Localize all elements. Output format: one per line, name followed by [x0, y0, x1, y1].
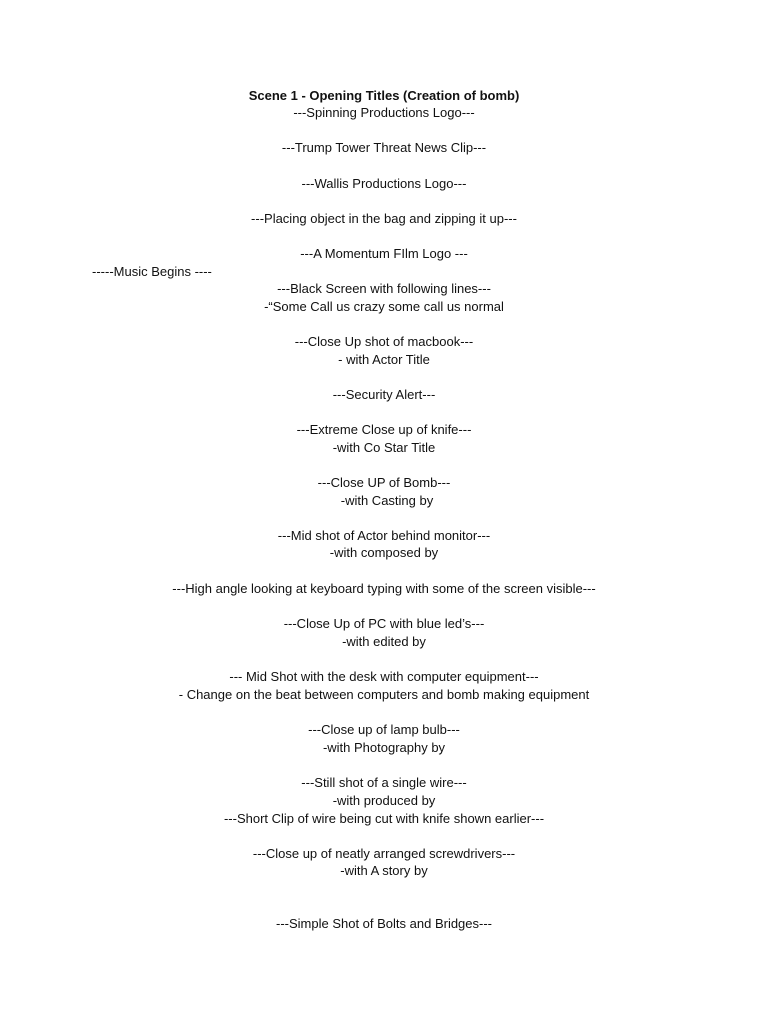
script-line: ---Wallis Productions Logo---: [301, 176, 467, 191]
script-line: -with composed by: [329, 545, 439, 560]
script-line: ---Security Alert---: [332, 387, 436, 402]
script-line: -with edited by: [342, 634, 426, 649]
script-line: ---High angle looking at keyboard typing with some of the screen visible---: [172, 581, 596, 596]
script-line: -“Some Call us crazy some call us normal: [264, 299, 504, 314]
script-line: ---Still shot of a single wire---: [301, 775, 467, 790]
music-begins-line: -----Music Begins ----: [92, 264, 212, 279]
script-line: ---Close UP of Bomb---: [317, 475, 451, 490]
scene-title: Scene 1 - Opening Titles (Creation of bomb): [248, 88, 520, 103]
script-line: ---Spinning Productions Logo---: [293, 105, 475, 120]
script-line: ---Trump Tower Threat News Clip---: [281, 140, 487, 155]
script-line: -with Casting by: [340, 493, 434, 508]
script-line: - with Actor Title: [338, 352, 430, 367]
script-line: ---Close up of neatly arranged screwdrivers---: [252, 846, 516, 861]
script-line: ---Extreme Close up of knife---: [296, 422, 472, 437]
script-line: -with produced by: [332, 793, 436, 808]
script-line: -with Photography by: [322, 740, 446, 755]
script-line: ---Short Clip of wire being cut with knife shown earlier---: [223, 811, 545, 826]
script-line: ---Close up of lamp bulb---: [308, 722, 460, 737]
script-line: ---Simple Shot of Bolts and Bridges---: [275, 916, 493, 931]
script-line: -with Co Star Title: [332, 440, 436, 455]
script-line: - Change on the beat between computers and bomb making equipment: [178, 687, 590, 702]
script-line: -with A story by: [340, 863, 428, 878]
script-line: --- Mid Shot with the desk with computer equipment---: [229, 669, 539, 684]
script-line: ---Placing object in the bag and zipping it up---: [251, 211, 517, 226]
script-line: ---Black Screen with following lines---: [277, 281, 491, 296]
script-line: ---A Momentum FIlm Logo ---: [300, 246, 468, 261]
script-line: ---Mid shot of Actor behind monitor---: [277, 528, 491, 543]
script-line: ---Close Up of PC with blue led’s---: [283, 616, 485, 631]
script-line: ---Close Up shot of macbook---: [294, 334, 474, 349]
